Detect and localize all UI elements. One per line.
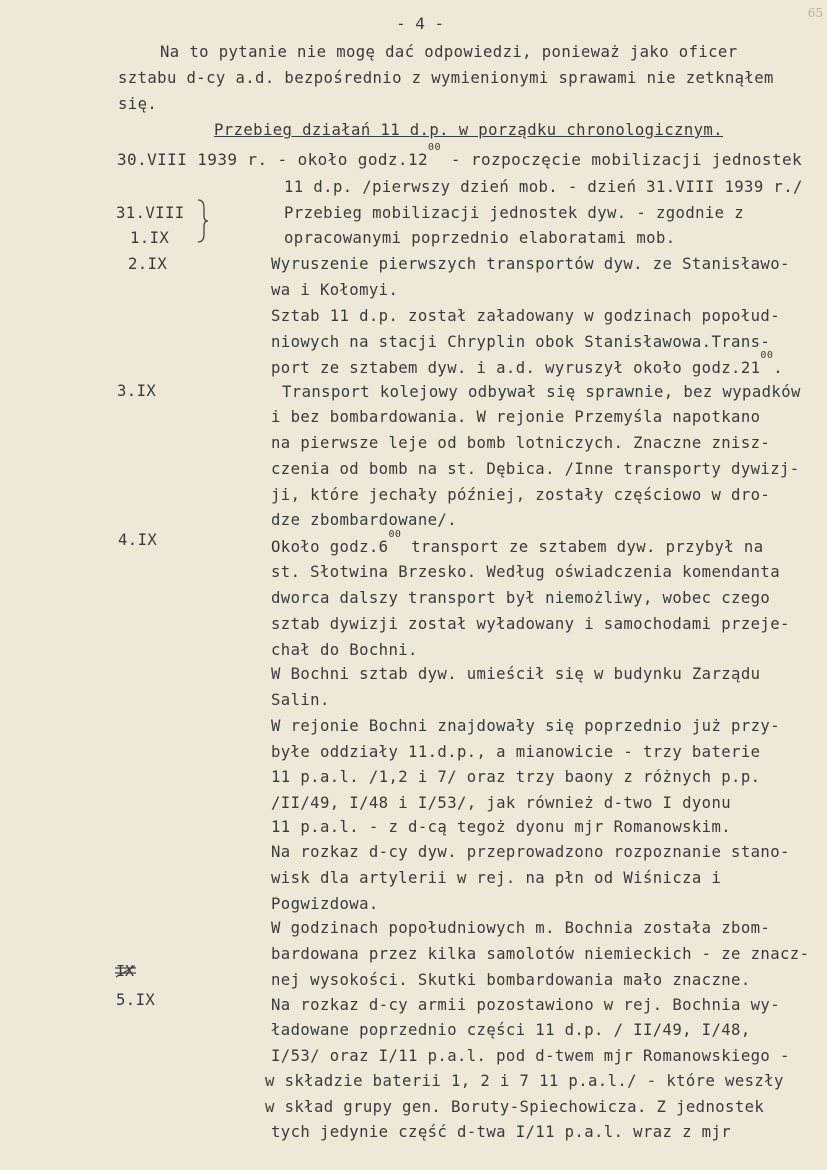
entry-text-line: W rejonie Bochni znajdowały się poprzednio już przy- [271, 717, 780, 735]
entry-date: 1.IX [130, 229, 170, 247]
entry-text-line: port ze sztabem dyw. i a.d. wyruszył około $godz.21^{00}$. [271, 350, 784, 377]
entry-text-line: wa i Kołomyi. [271, 281, 399, 299]
entry-text-line: w skład grupy gen. Boruty-Spiechowicza. Z jednostek [265, 1098, 765, 1116]
entry-text-line: I/53/ oraz I/11 p.a.l. pod d-twem mjr Romanowskiego - [271, 1047, 790, 1065]
entry-text-line: Przebieg mobilizacji jednostek dyw. - zgodnie z [284, 204, 745, 222]
folio-number: 65 [807, 6, 823, 20]
entry-text-line: w składzie baterii 1, 2 i 7 11 p.a.l./ - które weszły [265, 1072, 784, 1090]
entry-text-line: byłe oddziały 11.d.p., a mianowicie - trzy baterie [271, 743, 761, 761]
entry-text-line: Na rozkaz d-cy dyw. przeprowadzono rozpoznanie stano- [271, 843, 790, 861]
struck-date: IX [116, 962, 134, 980]
intro-line: się. [118, 95, 158, 113]
entry-date: 31.VIII [116, 204, 185, 222]
entry-text-line: st. Słotwina Brzesko. Według oświadczenia komendanta [271, 563, 780, 581]
entry-text-line: Na rozkaz d-cy armii pozostawiono w rej. Bochnia wy- [271, 996, 780, 1014]
entry-date: 4.IX [118, 531, 158, 549]
entry-date: 30.VIII 1939 r. [117, 150, 268, 169]
entry-30-line1: 30.VIII 1939 r. - około $godz.12^{00}$ - rozpoczęcie mobilizacji jednostek [117, 142, 803, 169]
entry-text-line: wisk dla artylerii w rej. na płn od Wiśnicza i [271, 869, 722, 887]
strike-mark [114, 962, 138, 982]
entry-text-line: Sztab 11 d.p. został załadowany w godzinach popołud- [271, 307, 780, 325]
entry-text-line: tych jedynie część d-twa I/11 p.a.l. wraz z mjr [271, 1123, 732, 1141]
entry-text-line: Wyruszenie pierwszych transportów dyw. ze Stanisławo- [271, 255, 790, 273]
section-heading: Przebieg działań 11 d.p. w porządku chronologicznym. [214, 121, 723, 139]
entry-date: 5.IX [116, 991, 156, 1009]
entry-text-line: niowych na stacji Chryplin obok Stanisławowa.Trans- [271, 333, 771, 351]
entry-text-line: Około $godz.6^{00}$ transport ze sztabem dyw. przybył na [271, 529, 764, 556]
entry-text-line: na pierwsze leje od bomb lotniczych. Znaczne znisz- [271, 434, 771, 452]
entry-30-line2: 11 d.p. /pierwszy dzień mob. - dzień 31.VIII 1939 r./ [284, 178, 803, 196]
intro-line: Na to pytanie nie mogę dać odpowiedzi, ponieważ jako oficer [160, 43, 738, 61]
entry-text-line: opracowanymi poprzednio elaboratami mob. [284, 229, 676, 247]
entry-text-line: /II/49, I/48 i I/53/, jak również d-two I dyonu [271, 794, 732, 812]
entry-text-line: 11 p.a.l. - z d-cą tegoż dyonu mjr Romanowskim. [271, 818, 732, 836]
entry-text-line: ładowane poprzednio części 11 d.p. / II/49, I/48, [271, 1021, 751, 1039]
entry-date: 2.IX [128, 255, 168, 273]
entry-text-line: dze zbombardowane/. [271, 511, 457, 529]
entry-text-line: nej wysokości. Skutki bombardowania mało znaczne. [271, 971, 751, 989]
entry-text-line: W godzinach popołudniowych m. Bochnia została zbom- [271, 919, 771, 937]
entry-text-line: Pogwizdowa. [271, 895, 379, 913]
entry-text-line: czenia od bomb na st. Dębica. /Inne transporty dywizj- [271, 460, 800, 478]
entry-text-line: chał do Bochni. [271, 641, 418, 659]
entry-text-line: bardowana przez kilka samolotów niemieckich - ze znacz- [271, 945, 810, 963]
entry-text-line: ji, które jechały później, zostały częściowo w dro- [271, 486, 771, 504]
intro-line: sztabu d-cy a.d. bezpośrednio z wymienionymi sprawami nie zetknąłem [118, 69, 774, 87]
brace-mark [196, 198, 210, 244]
entry-text-line: W Bochni sztab dyw. umieścił się w budynku Zarządu [271, 665, 761, 683]
entry-text-line: i bez bombardowania. W rejonie Przemyśla napotkano [271, 408, 761, 426]
entry-text-line: Salin. [271, 691, 330, 709]
entry-text-line: 11 p.a.l. /1,2 i 7/ oraz trzy baony z różnych p.p. [271, 768, 761, 786]
entry-date: 3.IX [117, 382, 157, 400]
entry-text-line: sztab dywizji został wyładowany i samochodami przeje- [271, 615, 790, 633]
entry-text-line: dworca dalszy transport był niemożliwy, wobec czego [271, 589, 771, 607]
page-number: - 4 - [396, 14, 445, 33]
entry-text-line: Transport kolejowy odbywał się sprawnie, bez wypadków [282, 383, 801, 401]
